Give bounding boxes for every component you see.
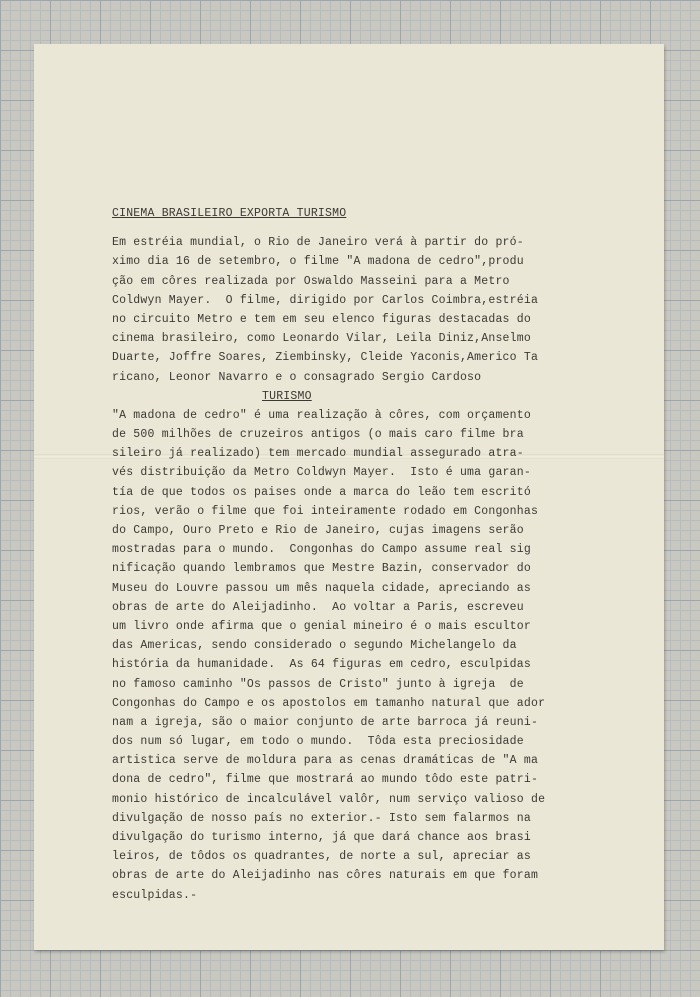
text-line: dos num só lugar, em todo o mundo. Tôda esta preciosidade (112, 735, 524, 749)
text-line: artistica serve de moldura para as cenas dramáticas de "A ma (112, 754, 539, 768)
text-line: sileiro já realizado) tem mercado mundial assegurado atra- (112, 447, 524, 461)
text-line: de 500 milhões de cruzeiros antigos (o mais caro filme bra (112, 428, 524, 442)
text-line: no famoso caminho "Os passos de Cristo" junto à igreja de (112, 677, 524, 691)
paragraph-1 (112, 233, 592, 387)
text-line: tía de que todos os paises onde a marca do leão tem escritó (112, 485, 531, 499)
text-line: esculpidas.- (112, 888, 198, 902)
text-line: Museu do Louvre passou um mês naquela cidade, apreciando as (112, 581, 531, 595)
typed-document (112, 204, 592, 905)
text-line: Duarte, Joffre Soares, Ziembinsky, Cleide Yaconis,Americo Ta (112, 351, 539, 365)
text-line: divulgação do turismo interno, já que dará chance aos brasi (112, 831, 531, 844)
text-line: história da humanidade. As 64 figuras em cedro, esculpidas (112, 658, 531, 672)
text-line: dona de cedro", filme que mostrará ao mundo tôdo este patri- (112, 773, 539, 787)
section-subtitle: TURISMO (262, 389, 312, 403)
text-line: ção em côres realizada por Oswaldo Masseini para a Metro (112, 274, 510, 288)
text-line: ximo dia 16 de setembro, o filme "A madona de cedro",produ (112, 255, 524, 269)
text-line: Em estréia mundial, o Rio de Janeiro verá à partir do pró- (112, 236, 524, 250)
text-line: nificação quando lembramos que Mestre Bazin, conservador do (112, 562, 531, 576)
text-line: obras de arte do Aleijadinho. Ao voltar a Paris, escreveu (112, 600, 524, 614)
text-line: um livro onde afirma que o genial mineiro é o mais escultor (112, 619, 531, 633)
text-line: vés distribuição da Metro Coldwyn Mayer. Isto é uma garan- (112, 466, 531, 480)
text-line: das Americas, sendo considerado o segundo Michelangelo da (112, 639, 517, 653)
text-line: mostradas para o mundo. Congonhas do Campo assume real sig (112, 543, 531, 557)
text-line: "A madona de cedro" é uma realização à côres, com orçamento (112, 408, 531, 422)
text-line: do Campo, Ouro Preto e Rio de Janeiro, cujas imagens serão (112, 524, 524, 537)
text-line: obras de arte do Aleijadinho nas côres naturais em que foram (112, 869, 539, 883)
text-line: rios, verão o filme que foi inteiramente rodado em Congonhas (112, 504, 539, 518)
text-line: Coldwyn Mayer. O filme, dirigido por Carlos Coimbra,estréia (112, 293, 539, 307)
text-line: ricano, Leonor Navarro e o consagrado Sergio Cardoso (112, 370, 482, 384)
paragraph-2 (112, 406, 592, 905)
text-line: Congonhas do Campo e os apostolos em tamanho natural que ador (112, 696, 546, 710)
text-line: monio histórico de incalculável valôr, num serviço valioso de (112, 792, 546, 806)
text-line: no circuito Metro e tem em seu elenco figuras destacadas do (112, 312, 531, 326)
text-line: nam a igreja, são o maior conjunto de arte barroca já reuni- (112, 715, 539, 729)
text-line: leiros, de tôdos os quadrantes, de norte a sul, apreciar as (112, 850, 531, 864)
document-title: CINEMA BRASILEIRO EXPORTA TURISMO (112, 207, 347, 220)
text-line: divulgação de nosso país no exterior.- Isto sem falarmos na (112, 811, 531, 825)
text-line: cinema brasileiro, como Leonardo Vilar, Leila Diniz,Anselmo (112, 332, 531, 346)
